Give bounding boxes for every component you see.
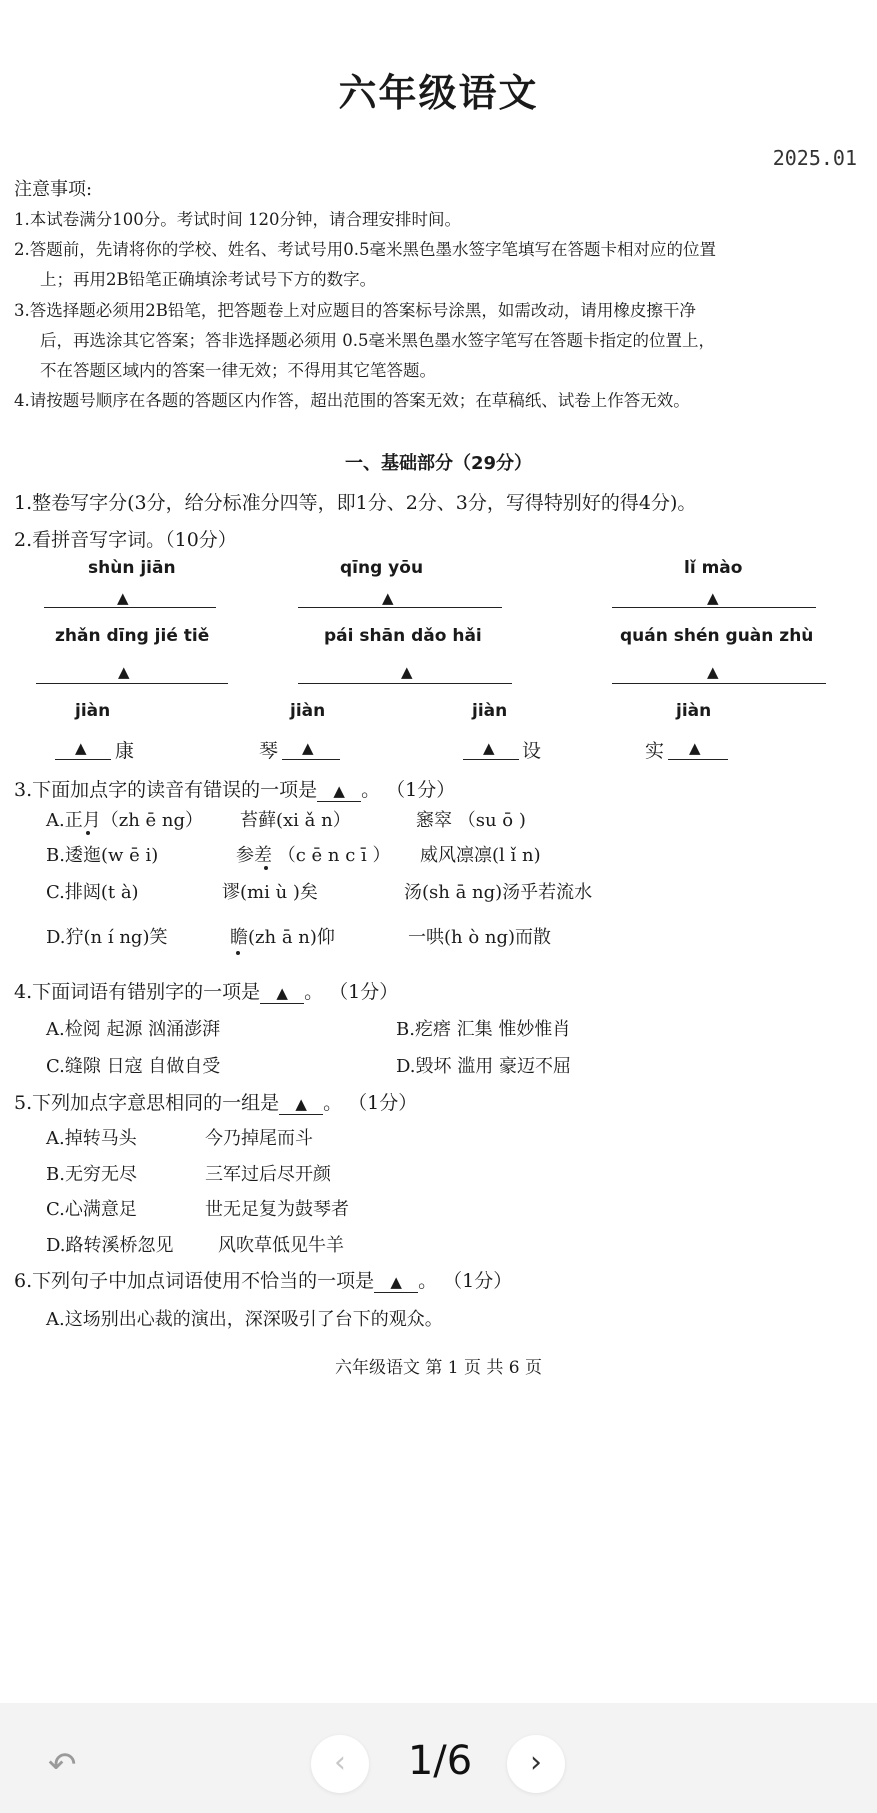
answer-marker: ▲	[382, 589, 394, 607]
char-shi: 实	[645, 740, 665, 762]
char-qin: 琴	[259, 740, 279, 762]
question-5-score: 。 （1分）	[323, 1092, 418, 1114]
answer-blank: ▲	[374, 1272, 418, 1293]
q3-option-b1: B.逶迤(w ē i)	[46, 845, 159, 866]
q3-option-b2: 参差 （c ē n c ī ）	[236, 845, 391, 866]
char-she: 设	[522, 740, 542, 762]
pinyin-3-2: jiàn	[290, 701, 326, 721]
q5-option-b2: 三军过后尽开颜	[205, 1164, 331, 1185]
q5-option-c2: 世无足复为鼓琴者	[205, 1199, 349, 1220]
emphasis-dot	[264, 866, 268, 870]
q5-option-d2: 风吹草低见牛羊	[218, 1235, 344, 1256]
answer-line	[668, 759, 728, 760]
pinyin-2-3: quán shén guàn zhù	[620, 626, 814, 646]
answer-blank: ▲	[279, 1094, 323, 1115]
question-3-score: 。 （1分）	[361, 779, 456, 801]
question-4-score: 。 （1分）	[304, 981, 399, 1003]
q5-option-a2: 今乃掉尾而斗	[205, 1128, 313, 1149]
q4-option-c: C.缝隙 日寇 自做自受	[46, 1056, 221, 1077]
q3-option-c3: 汤(sh ā ng)汤乎若流水	[404, 882, 593, 903]
prev-page-button[interactable]: ‹	[311, 1735, 369, 1793]
page-indicator: 1/6	[407, 1738, 473, 1784]
undo-icon[interactable]: ↶	[48, 1745, 77, 1785]
q3-option-d1: D.狞(n í ng)笑	[46, 927, 168, 948]
answer-marker: ▲	[118, 663, 130, 681]
question-3-stem	[14, 775, 455, 802]
q4-option-b: B.疙瘩 汇集 惟妙惟肖	[396, 1019, 571, 1040]
pinyin-1-3: lǐ mào	[684, 558, 743, 578]
pinyin-2-2: pái shān dǎo hǎi	[324, 626, 482, 646]
emphasis-dot	[236, 951, 240, 955]
next-page-button[interactable]: ›	[507, 1735, 565, 1793]
q3-option-d3: 一哄(h ò ng)而散	[408, 927, 552, 948]
answer-marker: ▲	[75, 739, 87, 757]
q6-option-a: A.这场别出心裁的演出，深深吸引了台下的观众。	[46, 1309, 443, 1330]
q3-option-d2: 瞻(zh ā n)仰	[230, 927, 335, 948]
pinyin-3-1: jiàn	[75, 701, 111, 721]
answer-marker: ▲	[117, 589, 129, 607]
answer-line	[55, 759, 111, 760]
note-3-cont: 后，再选涂其它答案；答非选择题必须用 0.5毫米黑色墨水签字笔写在答题卡指定的位置上，	[40, 331, 715, 350]
answer-marker: ▲	[707, 663, 719, 681]
q3-option-b3: 威风凛凛(l ǐ n)	[420, 845, 541, 866]
question-4-text: 4.下面词语有错别字的一项是	[14, 981, 261, 1003]
answer-line	[298, 683, 512, 684]
answer-marker: ▲	[483, 739, 495, 757]
answer-line	[612, 683, 826, 684]
q3-option-a1: A.正月（zh ē ng）	[46, 810, 204, 831]
note-3-cont2: 不在答题区域内的答案一律无效；不得用其它笔答题。	[40, 361, 436, 380]
exam-date: 2025.01	[772, 146, 857, 170]
pinyin-3-4: jiàn	[676, 701, 712, 721]
pinyin-1-2: qīng yōu	[340, 558, 424, 578]
note-4: 4.请按题号顺序在各题的答题区内作答，超出范围的答案无效；在草稿纸、试卷上作答无效。	[14, 391, 690, 410]
notes-heading: 注意事项:	[14, 179, 93, 200]
answer-blank: ▲	[317, 781, 361, 802]
note-2-cont: 上；再用2B铅笔正确填涂考试号下方的数字。	[40, 270, 377, 289]
question-6-text: 6.下列句子中加点词语使用不恰当的一项是	[14, 1270, 375, 1292]
q5-option-d1: D.路转溪桥忽见	[46, 1235, 174, 1256]
answer-line	[463, 759, 519, 760]
question-4-stem	[14, 977, 398, 1004]
q3-option-a3: 窸窣 （su ō )	[416, 810, 526, 831]
note-2: 2.答题前，先请将你的学校、姓名、考试号用0.5毫米黑色墨水签字笔填写在答题卡相对应的位置	[14, 240, 716, 259]
q5-option-b1: B.无穷无尽	[46, 1164, 137, 1185]
answer-blank: ▲	[260, 983, 304, 1004]
answer-marker: ▲	[707, 589, 719, 607]
answer-marker: ▲	[302, 739, 314, 757]
question-2-stem: 2.看拼音写字词。（10分）	[14, 529, 237, 551]
question-6-score: 。 （1分）	[418, 1270, 513, 1292]
char-kang: 康	[115, 740, 135, 762]
question-5-stem	[14, 1088, 417, 1115]
answer-line	[282, 759, 340, 760]
answer-marker: ▲	[401, 663, 413, 681]
q3-option-c1: C.排闼(t à)	[46, 882, 139, 903]
q4-option-a: A.检阅 起源 汹涌澎湃	[46, 1019, 221, 1040]
pinyin-3-3: jiàn	[472, 701, 508, 721]
page-footer: 六年级语文 第 1 页 共 6 页	[334, 1358, 543, 1378]
question-3-text: 3.下面加点字的读音有错误的一项是	[14, 779, 318, 801]
page-title: 六年级语文	[338, 71, 539, 115]
note-3: 3.答选择题必须用2B铅笔，把答题卷上对应题目的答案标号涂黑，如需改动，请用橡皮擦干净	[14, 301, 696, 320]
pinyin-2-1: zhǎn dīng jié tiě	[55, 626, 210, 646]
question-5-text: 5.下列加点字意思相同的一组是	[14, 1092, 280, 1114]
note-1: 1.本试卷满分100分。考试时间 120分钟，请合理安排时间。	[14, 210, 461, 229]
question-6-stem	[14, 1266, 512, 1293]
answer-line	[44, 607, 216, 608]
q5-option-c1: C.心满意足	[46, 1199, 137, 1220]
section-heading: 一、基础部分（29分）	[344, 453, 533, 474]
q5-option-a1: A.掉转马头	[46, 1128, 137, 1149]
answer-marker: ▲	[689, 739, 701, 757]
q3-option-a2: 苔藓(xi ǎ n）	[240, 810, 351, 831]
answer-line	[36, 683, 228, 684]
q3-option-c2: 谬(mi ù )矣	[222, 882, 318, 903]
question-1: 1.整卷写字分(3分，给分标准分四等，即1分、2分、3分，写得特别好的得4分)。	[14, 492, 697, 514]
emphasis-dot	[86, 831, 90, 835]
answer-line	[612, 607, 816, 608]
q4-option-d: D.毁坏 滥用 豪迈不屈	[396, 1056, 571, 1077]
answer-line	[298, 607, 502, 608]
pinyin-1-1: shùn jiān	[88, 558, 176, 578]
